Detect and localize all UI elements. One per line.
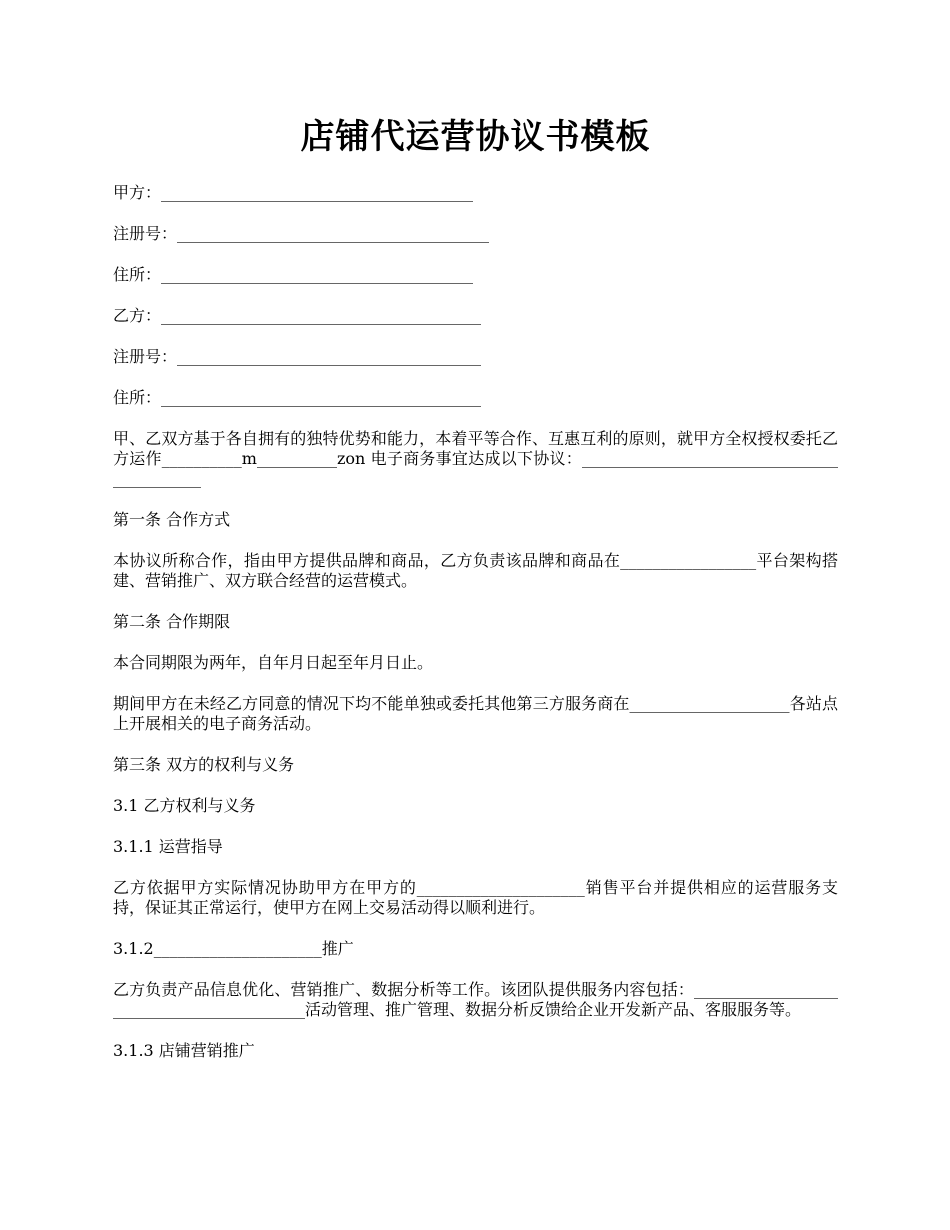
section-3-1-1-body: 乙方依据甲方实际情况协助甲方在甲方的_____________________销售平台并提供相应的运营服务支持，保证其正常运行，使甲方在网上交易活动得以顺利进行。: [113, 878, 838, 917]
article-1-heading: 第一条 合作方式: [113, 510, 231, 529]
article-2-exclusivity: 期间甲方在未经乙方同意的情况下均不能单独或委托其他第三方服务商在____________________各站点上开展相关的电子商务活动。: [113, 694, 838, 733]
section-3-1-2-body: 乙方负责产品信息优化、营销推广、数据分析等工作。该团队提供服务内容包括：__________________________________________活动管理、推广管理、数据分析反馈给企业开发新产品、客服服务等。: [113, 980, 838, 1019]
section-3-1-1-heading: 3.1.1 运营指导: [113, 837, 223, 856]
article-3-heading: 第三条 双方的权利与义务: [113, 755, 295, 774]
party-a-registration: 注册号：_______________________________________: [113, 224, 490, 243]
article-1-body: 本协议所称合作，指由甲方提供品牌和商品，乙方负责该品牌和商品在_________________平台架构搭建、营销推广、双方联合经营的运营模式。: [113, 551, 838, 590]
section-3-1-heading: 3.1 乙方权利与义务: [113, 796, 256, 815]
party-a-name: 甲方：_______________________________________: [113, 183, 474, 202]
document-title: 店铺代运营协议书模板: [300, 117, 651, 157]
party-b-address: 住所：________________________________________: [113, 388, 482, 407]
article-2-term: 本合同期限为两年，自年月日起至年月日止。: [113, 653, 434, 672]
party-b-registration: 注册号：______________________________________: [113, 347, 482, 366]
party-a-address: 住所：_______________________________________: [113, 265, 474, 284]
article-2-heading: 第二条 合作期限: [113, 612, 231, 631]
section-3-1-3-heading: 3.1.3 店铺营销推广: [113, 1041, 255, 1060]
party-b-name: 乙方：________________________________________: [113, 306, 482, 325]
section-3-1-2-heading: 3.1.2_____________________推广: [113, 939, 354, 958]
preamble-paragraph: 甲、乙双方基于各自拥有的独特优势和能力，本着平等合作、互惠互利的原则，就甲方全权授权委托乙方运作__________m__________zon 电子商务事宜达成以下协议：___________________________________________: [113, 429, 838, 488]
